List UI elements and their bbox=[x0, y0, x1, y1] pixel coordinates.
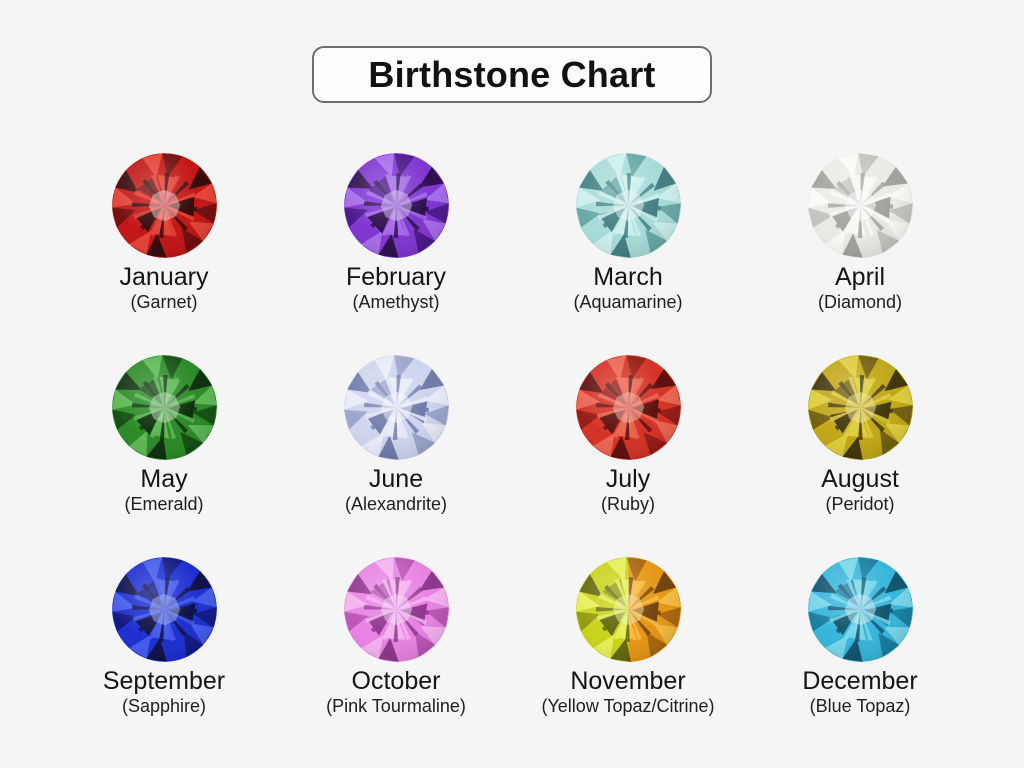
gem-yellow-topaz-citrine-icon bbox=[575, 556, 682, 663]
gem-blue-topaz-icon bbox=[807, 556, 914, 663]
gem-garnet-icon bbox=[111, 152, 218, 259]
month-label: May bbox=[140, 465, 188, 493]
stone-name-label: (Garnet) bbox=[130, 292, 198, 312]
title-box bbox=[312, 46, 712, 103]
month-label: February bbox=[345, 263, 447, 291]
stone-name-label: (Emerald) bbox=[124, 494, 204, 514]
month-label: September bbox=[102, 667, 226, 695]
gem-peridot-icon bbox=[807, 354, 914, 461]
stone-cell-may bbox=[48, 354, 280, 516]
stone-name-label: (Peridot) bbox=[825, 494, 895, 514]
stone-cell-january bbox=[48, 152, 280, 314]
stone-cell-june bbox=[280, 354, 512, 516]
gem-diamond-icon bbox=[807, 152, 914, 259]
month-label: January bbox=[119, 263, 209, 291]
stone-name-label: (Blue Topaz) bbox=[809, 696, 911, 716]
stone-name-label: (Diamond) bbox=[817, 292, 903, 312]
stone-cell-february bbox=[280, 152, 512, 314]
stone-name-label: (Yellow Topaz/Citrine) bbox=[541, 696, 715, 716]
stone-cell-september bbox=[48, 556, 280, 718]
gem-ruby-icon bbox=[575, 354, 682, 461]
gem-aquamarine-icon bbox=[575, 152, 682, 259]
birthstone-grid bbox=[48, 152, 976, 718]
stone-name-label: (Ruby) bbox=[600, 494, 655, 514]
stone-cell-october bbox=[280, 556, 512, 718]
stone-name-label: (Pink Tourmaline) bbox=[326, 696, 466, 716]
month-label: December bbox=[802, 667, 918, 695]
month-label: April bbox=[834, 263, 885, 291]
gem-amethyst-icon bbox=[343, 152, 450, 259]
stone-name-label: (Aquamarine) bbox=[573, 292, 683, 312]
month-label: October bbox=[351, 667, 441, 695]
gem-emerald-icon bbox=[111, 354, 218, 461]
stone-cell-april bbox=[744, 152, 976, 314]
stone-cell-november bbox=[512, 556, 744, 718]
page-title: Birthstone Chart bbox=[368, 53, 656, 95]
gem-pink-tourmaline-icon bbox=[343, 556, 450, 663]
stone-name-label: (Sapphire) bbox=[121, 696, 207, 716]
stone-name-label: (Alexandrite) bbox=[344, 494, 448, 514]
month-label: July bbox=[605, 465, 651, 493]
gem-sapphire-icon bbox=[111, 556, 218, 663]
month-label: June bbox=[368, 465, 424, 493]
stone-name-label: (Amethyst) bbox=[352, 292, 440, 312]
gem-alexandrite-icon bbox=[343, 354, 450, 461]
stone-cell-july bbox=[512, 354, 744, 516]
month-label: November bbox=[570, 667, 686, 695]
stone-cell-march bbox=[512, 152, 744, 314]
month-label: March bbox=[593, 263, 663, 291]
month-label: August bbox=[821, 465, 899, 493]
stone-cell-december bbox=[744, 556, 976, 718]
stone-cell-august bbox=[744, 354, 976, 516]
